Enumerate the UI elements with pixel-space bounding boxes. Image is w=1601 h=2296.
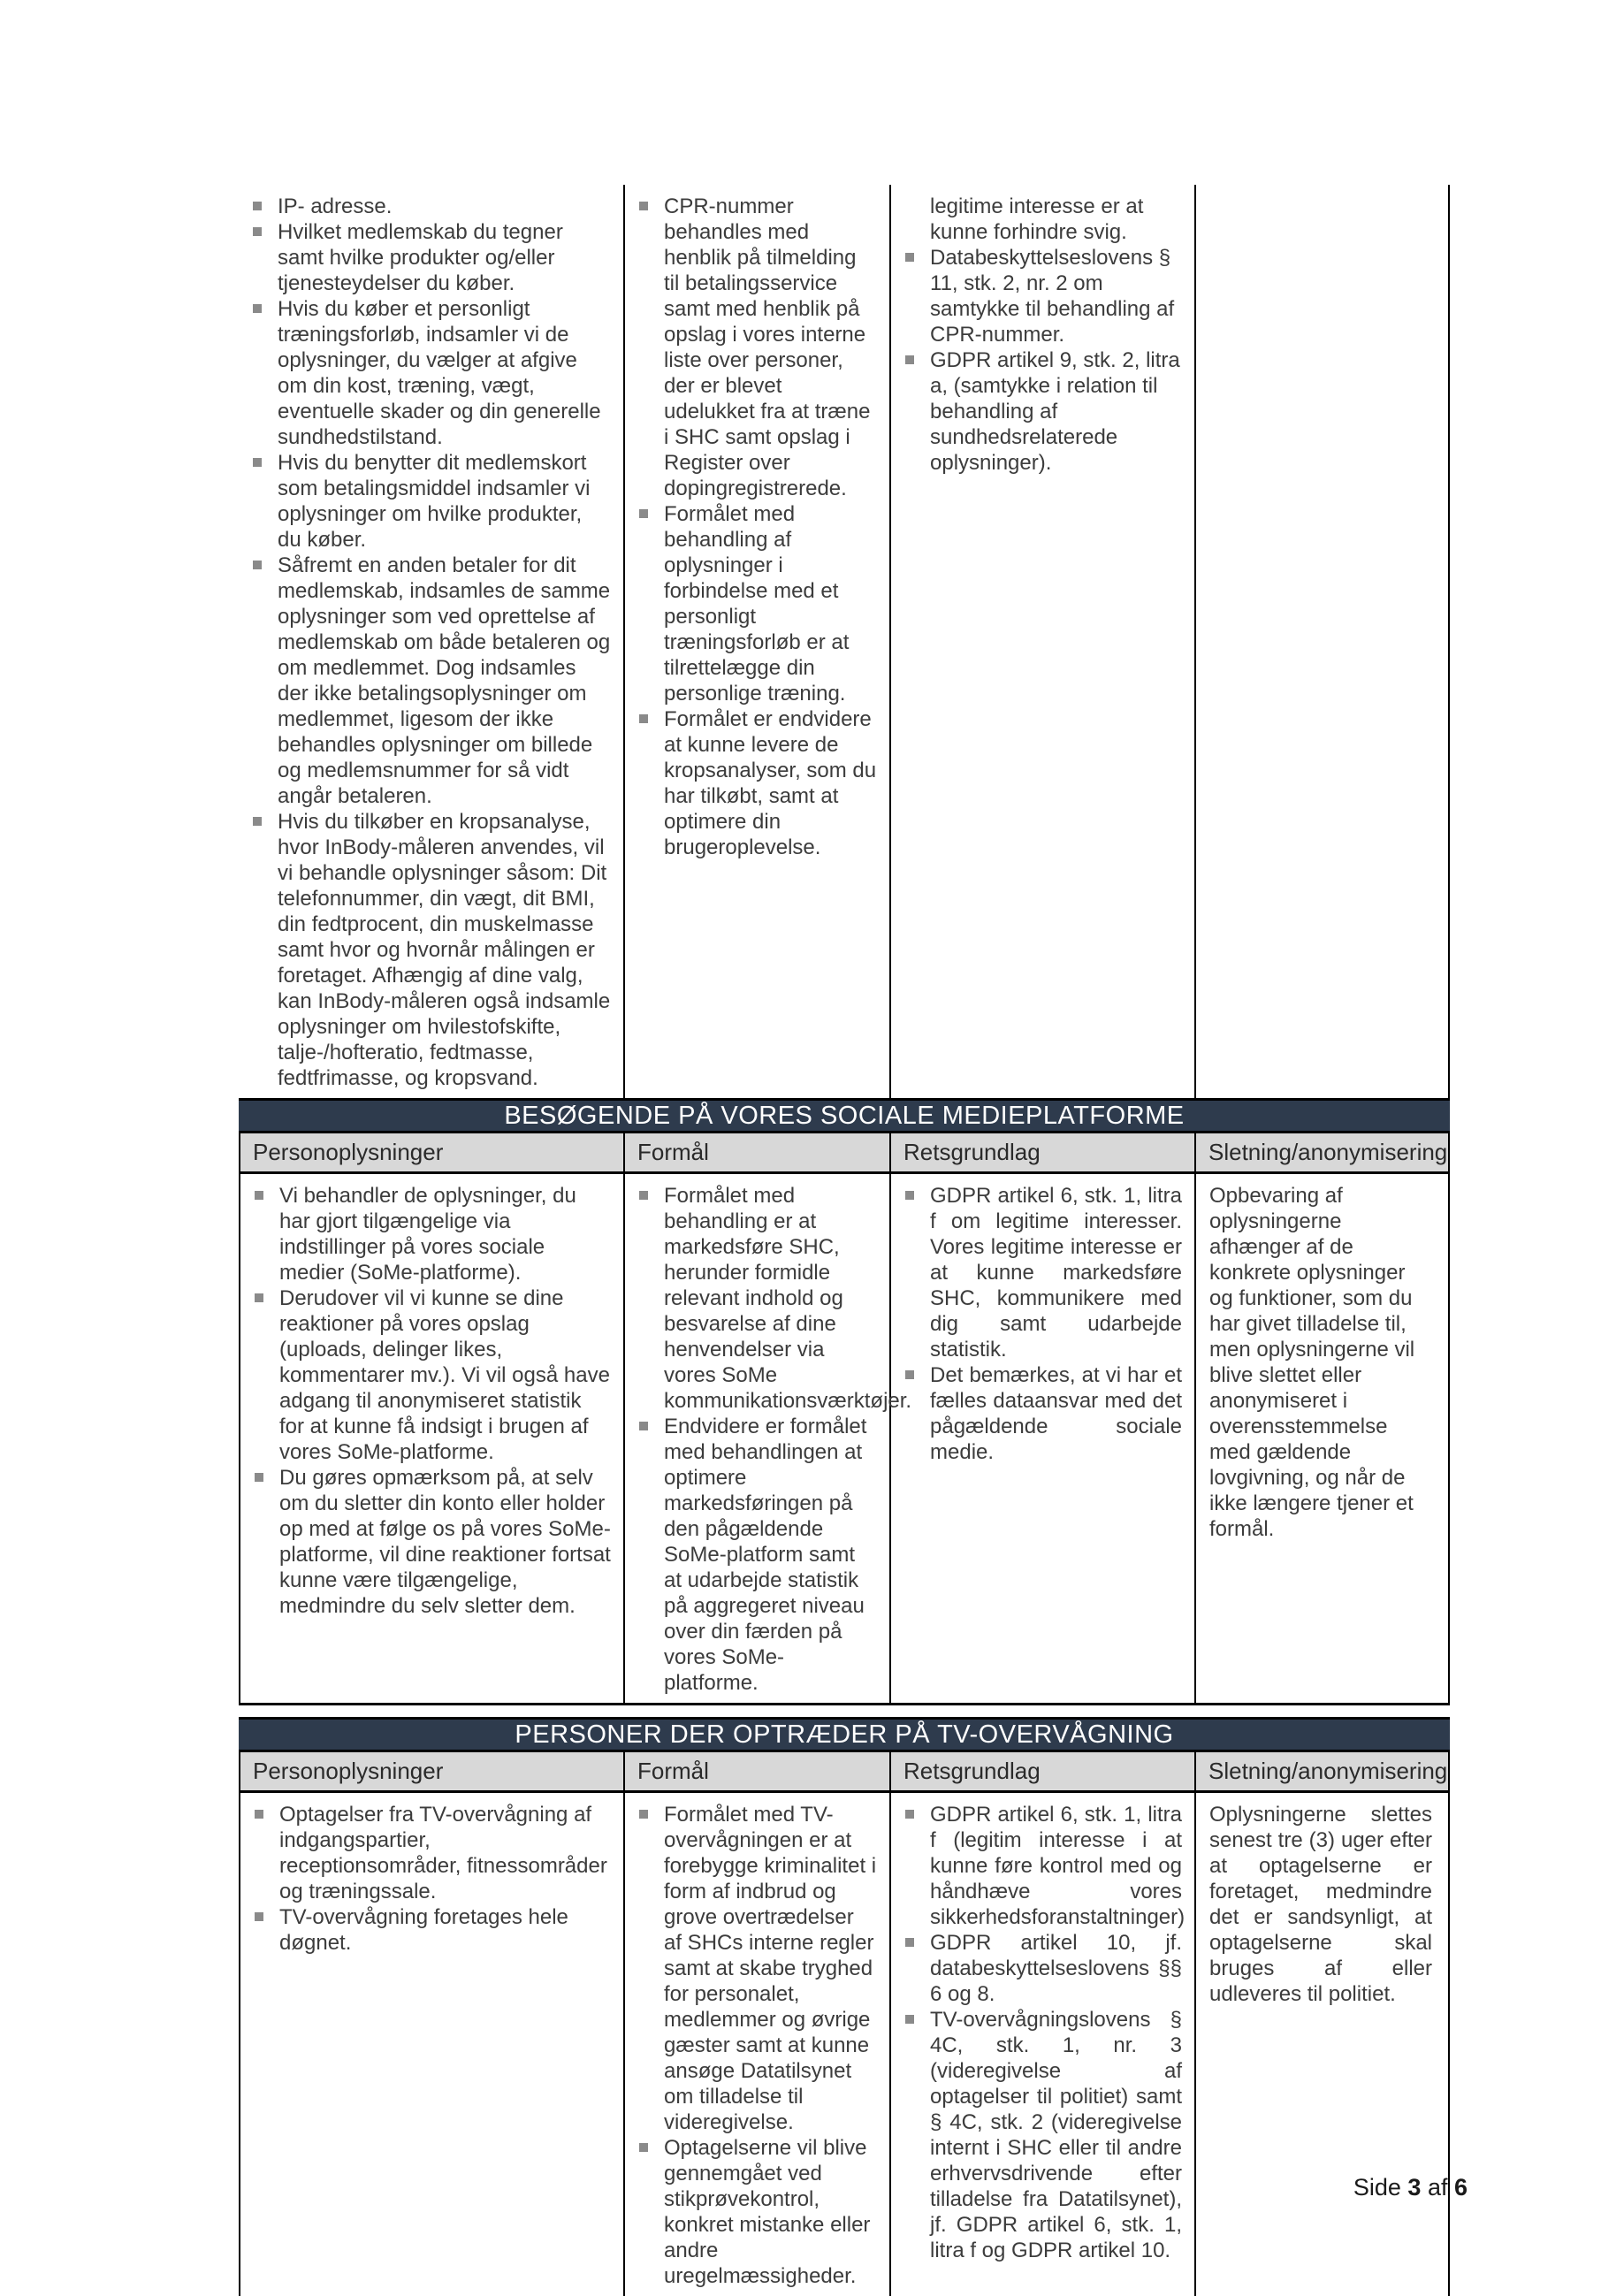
bullet-text: TV-overvågning foretages hele døgnet. [279,1905,568,1955]
bullet-square-icon [255,1473,263,1482]
cell-text: Oplysningerne slettes senest tre (3) uger efter at optagelserne er foretaget, medmindre det er sandsynligt, at optagelserne skal bruges af eller udleveres til politiet. [1209,1803,1432,2006]
footer-prefix: Side [1353,2174,1408,2201]
bullet-item [239,553,616,809]
bullet-square-icon [255,1191,263,1200]
bullet-text: Endvidere er formålet med behandlingen at optimere markedsføringen på den pågældende SoMe-platform samt at udarbejde statistik på aggregeret niveau over din færden på vores SoMe-platforme. [664,1415,867,1695]
bullet-text: Formålet med behandling er at markedsføre SHC, herunder formidle relevant indhold og besvarelse af dine henvendelser via vores SoMe kommunikationsværktøjer. [664,1184,912,1413]
bullet-square-icon [905,1191,914,1200]
bullet-item [891,1930,1187,2007]
bullet-item [239,194,616,219]
bullet-square-icon [639,1191,648,1200]
column-header-retsgrundlag: Retsgrundlag [891,1133,1196,1171]
bullet-item [239,296,616,450]
page-number-footer [1353,2174,1468,2201]
continuation-text: legitime interesse er at kunne forhindre svig. [930,195,1144,244]
continuation-cell-sletning [1196,185,1450,1098]
section-title-tv-surveillance: PERSONER DER OPTRÆDER PÅ TV-OVERVÅGNING [239,1717,1450,1752]
bullet-text: Såfremt en anden betaler for dit medlemskab, indsamles de samme oplysninger som ved oprettelse af medlemskab om både betaleren og om medlemmet. Dog indsamles der ikke betalingsoplysninger om medlemmet, ligesom der ikke behandles oplysninger om billede og medlemsnummer for så vidt angår betaleren. [278,553,611,808]
bullet-square-icon [253,817,262,826]
cell-personoplysninger [239,1174,625,1703]
bullet-square-icon [253,202,262,210]
bullet-text: Hvis du benytter dit medlemskort som betalingsmiddel indsamler vi oplysninger om hvilke produkter, du køber. [278,451,591,552]
bullet-item [240,1802,616,1904]
continuation-cell-formaal [625,185,891,1098]
bullet-text: GDPR artikel 10, jf. databeskyttelseslovens §§ 6 og 8. [930,1931,1182,2006]
column-header-retsgrundlag: Retsgrundlag [891,1752,1196,1790]
bullet-square-icon [905,1938,914,1947]
bullet-text: Vi behandler de oplysninger, du har gjort tilgængelige via indstillinger på vores sociale medier (SoMe-platforme). [279,1184,576,1285]
bullet-text: Derudover vil vi kunne se dine reaktioner på vores opslag (uploads, delinger likes, kommentarer mv.). Vi vil også have adgang til anonymiseret statistik for at kunne få indsigt i brugen af vores SoMe-platforme. [279,1286,610,1464]
cell-text: Opbevaring af oplysningerne afhænger af de konkrete oplysninger og funktioner, som du har givet tilladelse til, men oplysningerne vil blive slettet eller anonymiseret i overensstemmelse med gældende lovgivning, og når de ikke længere tjener et formål. [1209,1184,1415,1541]
bullet-text: IP- adresse. [278,195,393,218]
bullet-square-icon [639,714,648,723]
bullet-square-icon [905,1370,914,1379]
bullet-item [240,1285,616,1465]
bullet-item [891,245,1187,347]
bullet-item [240,1904,616,1956]
bullet-square-icon [253,561,262,569]
column-header-personoplysninger: Personoplysninger [239,1752,625,1790]
bullet-square-icon [255,1810,263,1819]
continuation-cell-retsgrundlag [891,185,1196,1098]
cell-personoplysninger [239,1793,625,2296]
section-tv-surveillance [239,1717,1450,2296]
bullet-item [625,1414,882,1696]
bullet-square-icon [253,458,262,467]
bullet-square-icon [253,227,262,236]
bullet-text: Formålet med behandling af oplysninger i forbindelse med et personligt træningsforløb er at tilrettelægge din personlige træning. [664,502,850,706]
cell-sletning [1196,1793,1450,2296]
bullet-text: Databeskyttelseslovens § 11, stk. 2, nr. 2 om samtykke til behandling af CPR-nummer. [930,246,1175,347]
cell-formaal [625,1174,912,1703]
bullet-item [625,1802,882,2135]
bullet-square-icon [639,2143,648,2152]
section-title-social-media: BESØGENDE PÅ VORES SOCIALE MEDIEPLATFORME [239,1098,1450,1133]
bullet-text: Hvis du tilkøber en kropsanalyse, hvor InBody-måleren anvendes, vil vi behandle oplysninger såsom: Dit telefonnummer, din vægt, dit BMI, din fedtprocent, din muskelmasse samt hvor og hvornår målingen er foretaget. Afhængig af dine valg, kan InBody-måleren også indsamle oplysninger om hvilestofskifte, talje-/hofteratio, fedtmasse, fedtfrimasse, og kropsvand. [278,810,611,1090]
bullet-item [239,450,616,553]
bullet-text: TV-overvågningslovens § 4C, stk. 1, nr. 3 (videregivelse af optagelser til politiet) samt § 4C, stk. 2 (videregivelse internt i SHC eller til andre erhvervsdrivende efter tilladelse fra Datatilsynet), jf. GDPR artikel 6, stk. 1, litra f og GDPR artikel 10. [930,2008,1182,2262]
bullet-item [240,1183,616,1285]
bullet-text: Det bemærkes, at vi har et fælles dataansvar med det pågældende sociale medie. [930,1363,1182,1464]
bullet-item [891,2007,1187,2263]
bullet-square-icon [639,1422,648,1430]
column-header-row [239,1752,1450,1793]
bullet-item [625,194,882,501]
page-content [239,185,1450,2296]
bullet-square-icon [639,1810,648,1819]
column-header-formaal: Formål [625,1752,891,1790]
table-row [239,1793,1450,2296]
column-header-sletning: Sletning/anonymisering [1196,1133,1450,1171]
bullet-text: GDPR artikel 6, stk. 1, litra f (legitim interesse i at kunne føre kontrol med og håndhæve vores sikkerhedsforanstaltninger) [930,1803,1186,1929]
bullet-square-icon [639,202,648,210]
continuation-table-row [239,185,1450,1098]
bullet-item [625,2135,882,2289]
bullet-item [240,1465,616,1619]
bullet-item [625,1183,912,1414]
bullet-square-icon [905,355,914,364]
bullet-item [891,1362,1187,1465]
bullet-item [891,1802,1187,1930]
column-header-personoplysninger: Personoplysninger [239,1133,625,1171]
bullet-item [891,1183,1187,1362]
bullet-square-icon [253,304,262,313]
bullet-text: GDPR artikel 6, stk. 1, litra f om legitime interesser. Vores legitime interesse er at kunne markedsføre SHC, kommunikere med dig samt udarbejde statistik. [930,1184,1182,1362]
bullet-text: GDPR artikel 9, stk. 2, litra a, (samtykke i relation til behandling af sundhedsrelaterede oplysninger). [930,348,1180,475]
cell-sletning [1196,1174,1450,1703]
column-header-formaal: Formål [625,1133,891,1171]
continuation-cell-personoplysninger [239,185,625,1098]
bullet-item [625,706,882,860]
bullet-square-icon [639,509,648,518]
bullet-square-icon [255,1293,263,1302]
bullet-square-icon [905,2015,914,2024]
cell-retsgrundlag [891,1793,1196,2296]
bullet-item [239,809,616,1091]
cell-retsgrundlag [891,1174,1196,1703]
bullet-text: Formålet med TV-overvågningen er at forebygge kriminalitet i form af indbrud og grove overtrædelser af SHCs interne regler samt at skabe tryghed for personalet, medlemmer og øvrige gæster samt at kunne ansøge Datatilsynet om tilladelse til videregivelse. [664,1803,877,2134]
footer-page-number: 3 [1407,2174,1422,2201]
bullet-text: Formålet er endvidere at kunne levere de kropsanalyser, som du har tilkøbt, samt at optimere din brugeroplevelse. [664,707,877,859]
bullet-text: Hvilket medlemskab du tegner samt hvilke produkter og/eller tjenesteydelser du køber. [278,220,563,295]
bullet-text: Optagelser fra TV-overvågning af indgangspartier, receptionsområder, fitnessområder og træningssale. [279,1803,607,1903]
footer-total-pages: 6 [1453,2174,1468,2201]
footer-separator: af [1421,2174,1454,2201]
bullet-text: Optagelserne vil blive gennemgået ved stikprøvekontrol, konkret mistanke eller andre uregelmæssigheder. [664,2136,871,2288]
bullet-item [891,347,1187,476]
cell-formaal [625,1793,891,2296]
bullet-square-icon [905,253,914,262]
column-header-sletning: Sletning/anonymisering [1196,1752,1450,1790]
bullet-text: Hvis du køber et personligt træningsforløb, indsamler vi de oplysninger, du vælger at afgive om din kost, træning, vægt, eventuelle skader og din generelle sundhedstilstand. [278,297,601,449]
section-social-media [239,1098,1450,1705]
bullet-text: CPR-nummer behandles med henblik på tilmelding til betalingsservice samt med henblik på opslag i vores interne liste over personer, der er blevet udelukket fra at træne i SHC samt opslag i Register over dopingregistrerede. [664,195,871,500]
bullet-square-icon [905,1810,914,1819]
column-header-row [239,1133,1450,1174]
bullet-item [239,219,616,296]
bullet-text: Du gøres opmærksom på, at selv om du sletter din konto eller holder op med at følge os på vores SoMe-platforme, vil dine reaktioner fortsat kunne være tilgængelige, medmindre du selv sletter dem. [279,1466,611,1618]
bullet-item [625,501,882,706]
table-row [239,1174,1450,1705]
bullet-square-icon [255,1912,263,1921]
